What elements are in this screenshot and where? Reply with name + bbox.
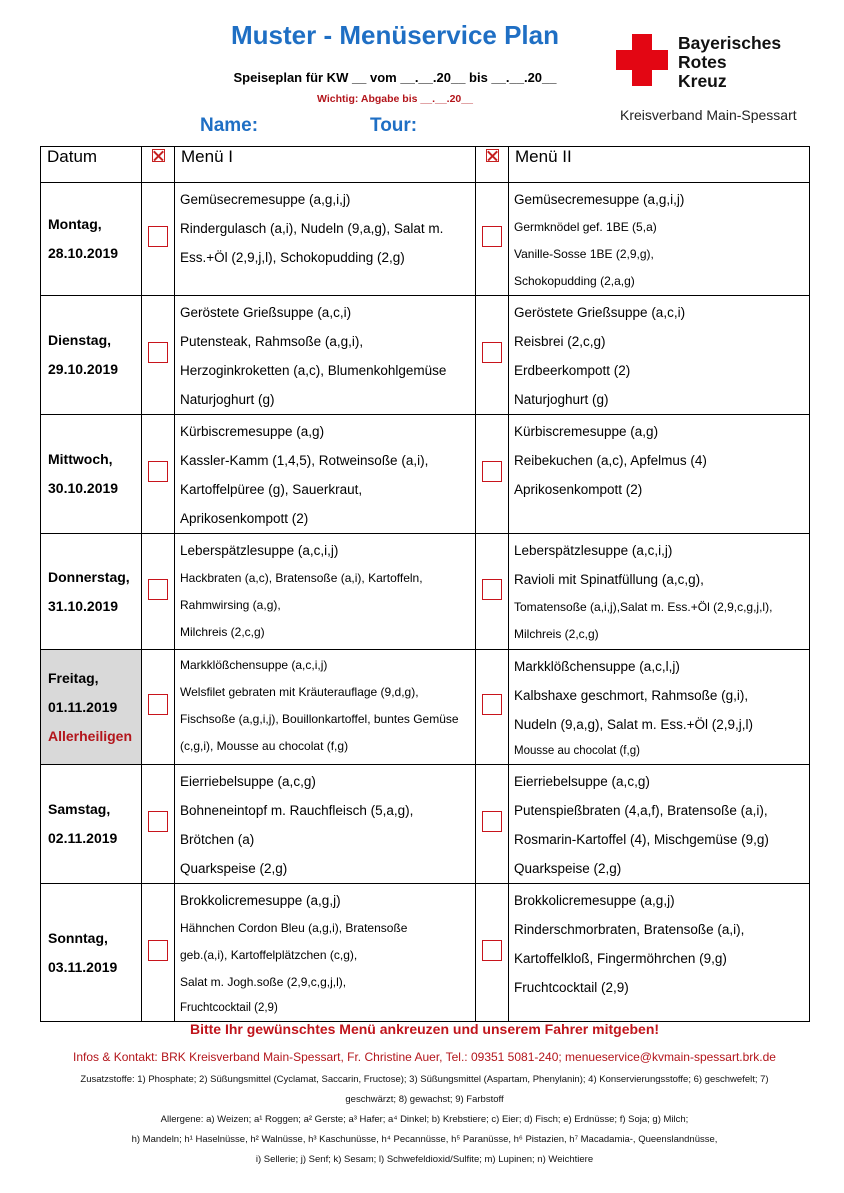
menu-line: Fischsoße (a,g,i,j), Bouillonkartoffel, buntes Gemüse <box>180 712 459 726</box>
menu-line: Ravioli mit Spinatfüllung (a,c,g), <box>514 572 704 587</box>
menu1-cell <box>175 765 476 884</box>
menu1-cell <box>175 534 476 650</box>
day-name: Dienstag, <box>48 332 112 348</box>
menu-line: Kartoffelkloß, Fingermöhrchen (9,g) <box>514 951 727 966</box>
menu-line: Putenspießbraten (4,a,f), Bratensoße (a,i), <box>514 803 768 818</box>
menu-line: Geröstete Grießsuppe (a,c,i) <box>180 305 352 320</box>
menu-line: Naturjoghurt (g) <box>180 392 275 407</box>
menu1-checkbox-cell <box>142 296 175 415</box>
menu-line: Nudeln (9,a,g), Salat m. Ess.+Öl (2,9,j,l) <box>514 717 753 732</box>
menu1-cell <box>175 296 476 415</box>
header-menu2: Menü II <box>509 147 810 183</box>
menu-line: Salat m. Jogh.soße (2,9,c,g,j,l), <box>180 975 347 989</box>
menu2-cell <box>509 415 810 534</box>
menu2-checkbox[interactable] <box>482 579 502 600</box>
menu-line: Reibekuchen (a,c), Apfelmus (4) <box>514 453 707 468</box>
logo-line-1: Bayerisches <box>678 33 782 53</box>
menu2-checkbox-cell <box>476 415 509 534</box>
menu-line: Markklößchensuppe (a,c,l,j) <box>514 659 680 674</box>
menu1-checkbox[interactable] <box>148 226 168 247</box>
menu2-checkbox-cell <box>476 765 509 884</box>
menu2-checkbox-cell <box>476 650 509 765</box>
menu1-checkbox[interactable] <box>148 579 168 600</box>
table-row <box>41 650 810 765</box>
day-date: 31.10.2019 <box>48 597 119 614</box>
name-label: Name: <box>200 115 259 136</box>
menu1-cell <box>175 415 476 534</box>
day-name: Freitag, <box>48 669 99 686</box>
day-name: Montag, <box>48 216 102 232</box>
menu1-checkbox[interactable] <box>148 461 168 482</box>
menu-line: Geröstete Grießsuppe (a,c,i) <box>514 305 686 320</box>
menu-line: Kalbshaxe geschmort, Rahmsoße (g,i), <box>514 688 749 703</box>
brk-logo-text <box>678 34 781 91</box>
menu2-cell <box>509 884 810 1022</box>
menu2-checkbox-cell <box>476 183 509 296</box>
day-name: Donnerstag, <box>48 568 130 585</box>
menu-line: Putensteak, Rahmsoße (a,g,i), <box>180 334 364 349</box>
checked-box-icon <box>486 149 499 162</box>
menu2-cell <box>509 183 810 296</box>
day-cell <box>41 415 142 534</box>
menu-plan-table <box>40 146 810 1022</box>
menu-line: Kürbiscremesuppe (a,g) <box>180 424 325 439</box>
menu-line: Erdbeerkompott (2) <box>514 363 631 378</box>
menu-line: (c,g,i), Mousse au chocolat (f,g) <box>180 739 349 753</box>
day-cell <box>41 765 142 884</box>
menu-line: Milchreis (2,c,g) <box>180 625 265 639</box>
menu2-cell <box>509 765 810 884</box>
menu-line: Naturjoghurt (g) <box>514 392 609 407</box>
menu1-checkbox-cell <box>142 183 175 296</box>
menu-line: Rindergulasch (a,i), Nudeln (9,a,g), Salat m. <box>180 221 444 236</box>
menu1-checkbox[interactable] <box>148 811 168 832</box>
menu-line: Quarkspeise (2,g) <box>180 861 288 876</box>
menu-line: Brokkolicremesuppe (a,g,j) <box>514 893 675 908</box>
menu-line: Kartoffelpüree (g), Sauerkraut, <box>180 482 363 497</box>
menu-line: Markklößchensuppe (a,c,i,j) <box>180 658 328 672</box>
holiday-label: Allerheiligen <box>48 727 133 744</box>
menu-line: Vanille-Sosse 1BE (2,9,g), <box>514 247 654 261</box>
allergens-line-2: h) Mandeln; h¹ Haselnüsse, h² Walnüsse, h³ Kaschunüsse, h⁴ Pecannüsse, h⁵ Paranüsse, h⁶ Pistazien, h⁷ Macadamia-, Queenslandnüsse, <box>131 1134 718 1145</box>
menu1-checkbox-cell <box>142 534 175 650</box>
menu-line: Rahmwirsing (a,g), <box>180 598 281 612</box>
menu-line: Gemüsecremesuppe (a,g,i,j) <box>514 192 685 207</box>
menu-line: Ess.+Öl (2,9,j,l), Schokopudding (2,g) <box>180 250 405 265</box>
header-check-menu2 <box>476 147 509 183</box>
menu-line: Bohneneintopf m. Rauchfleisch (5,a,g), <box>180 803 414 818</box>
menu1-checkbox-cell <box>142 884 175 1022</box>
table-row <box>41 534 810 650</box>
menu-line: Hackbraten (a,c), Bratensoße (a,i), Kartoffeln, <box>180 571 423 585</box>
menu-line: geb.(a,i), Kartoffelplätzchen (c,g), <box>180 948 358 962</box>
day-name: Sonntag, <box>48 929 108 946</box>
day-date: 28.10.2019 <box>48 245 119 261</box>
logo-line-2: Rotes <box>678 52 727 72</box>
menu-line: Welsfilet gebraten mit Kräuterauflage (9,d,g), <box>180 685 419 699</box>
table-row <box>41 183 810 296</box>
day-cell <box>41 296 142 415</box>
day-date: 02.11.2019 <box>48 830 118 846</box>
header-date: Datum <box>41 147 142 183</box>
menu2-checkbox-cell <box>476 884 509 1022</box>
table-row <box>41 884 810 1022</box>
menu2-cell <box>509 296 810 415</box>
menu2-cell <box>509 534 810 650</box>
additives-line-2: geschwärzt; 8) gewachst; 9) Farbstoff <box>345 1094 504 1105</box>
day-cell <box>41 650 142 765</box>
allergens-line-3: i) Sellerie; j) Senf; k) Sesam; l) Schwefeldioxid/Sulfite; m) Lupinen; n) Weichtiere <box>255 1154 594 1165</box>
allergens-line-1: Allergene: a) Weizen; a¹ Roggen; a² Gerste; a³ Hafer; a⁴ Dinkel; b) Krebstiere; c) Eier; d) Fisch; e) Erdnüsse; f) Soja; g) Milch; <box>160 1114 689 1125</box>
menu2-checkbox-cell <box>476 534 509 650</box>
menu-line: Brokkolicremesuppe (a,g,j) <box>180 893 341 908</box>
menu-line: Rosmarin-Kartoffel (4), Mischgemüse (9,g) <box>514 832 769 847</box>
day-name: Samstag, <box>48 801 111 817</box>
menu2-checkbox[interactable] <box>482 940 502 961</box>
checked-box-icon <box>152 149 165 162</box>
menu-line: Hähnchen Cordon Bleu (a,g,i), Bratensoße <box>180 921 408 935</box>
tour-label: Tour: <box>370 115 418 136</box>
deadline-notice: Wichtig: Abgabe bis __.__.20__ <box>317 93 473 105</box>
page-title: Muster - Menüservice Plan <box>231 20 559 50</box>
menu-line: Reisbrei (2,c,g) <box>514 334 606 349</box>
menu1-checkbox[interactable] <box>148 694 168 715</box>
menu-line: Fruchtcocktail (2,9) <box>514 980 629 995</box>
menu1-checkbox[interactable] <box>148 940 168 961</box>
menu2-checkbox-cell <box>476 296 509 415</box>
menu-line: Germknödel gef. 1BE (5,a) <box>514 220 657 234</box>
day-date: 03.11.2019 <box>48 958 118 975</box>
day-date: 29.10.2019 <box>48 361 119 377</box>
red-cross-logo-icon <box>616 34 668 86</box>
menu-line: Schokopudding (2,a,g) <box>514 274 635 288</box>
menu2-cell <box>509 650 810 765</box>
table-header-row <box>41 147 810 183</box>
menu2-checkbox[interactable] <box>482 226 502 247</box>
order-instruction: Bitte Ihr gewünschtes Menü ankreuzen und unserem Fahrer mitgeben! <box>189 1021 660 1037</box>
header-check-menu1 <box>142 147 175 183</box>
menu-line: Kassler-Kamm (1,4,5), Rotweinsoße (a,i), <box>180 453 429 468</box>
menu-line: Quarkspeise (2,g) <box>514 861 622 876</box>
table-row <box>41 296 810 415</box>
day-cell <box>41 183 142 296</box>
week-range-line: Speiseplan für KW __ vom __.__.20__ bis __.__.20__ <box>233 70 557 85</box>
menu2-checkbox[interactable] <box>482 461 502 482</box>
menu1-checkbox-cell <box>142 765 175 884</box>
day-name: Mittwoch, <box>48 451 113 467</box>
menu1-checkbox-cell <box>142 415 175 534</box>
menu-line: Eierriebelsuppe (a,c,g) <box>514 774 650 789</box>
additives-line-1: Zusatzstoffe: 1) Phosphate; 2) Süßungsmittel (Cyclamat, Saccarin, Fructose); 3) Süßungsmittel (Aspartam, Phenylanin); 4) Konservierungsstoffe; 6) geschwefelt; 7) <box>80 1074 769 1085</box>
table-row <box>41 765 810 884</box>
menu-line: Aprikosenkompott (2) <box>180 511 309 526</box>
menu2-checkbox[interactable] <box>482 811 502 832</box>
day-cell <box>41 534 142 650</box>
menu-line: Milchreis (2,c,g) <box>514 627 599 641</box>
menu1-cell <box>175 884 476 1022</box>
day-date: 01.11.2019 <box>48 698 118 715</box>
menu1-cell <box>175 650 476 765</box>
day-cell <box>41 884 142 1022</box>
header-menu1: Menü I <box>175 147 476 183</box>
menu-line: Eierriebelsuppe (a,c,g) <box>180 774 316 789</box>
menu-line: Brötchen (a) <box>180 832 255 847</box>
menu1-checkbox-cell <box>142 650 175 765</box>
menu-line: Kürbiscremesuppe (a,g) <box>514 424 659 439</box>
menu-line: Leberspätzlesuppe (a,c,i,j) <box>514 543 673 558</box>
day-date: 30.10.2019 <box>48 480 119 496</box>
logo-subtitle: Kreisverband Main-Spessart <box>620 107 797 123</box>
menu2-checkbox[interactable] <box>482 342 502 363</box>
menu-line: Leberspätzlesuppe (a,c,i,j) <box>180 543 339 558</box>
menu-line: Herzoginkroketten (a,c), Blumenkohlgemüse <box>180 363 447 378</box>
contact-info: Infos & Kontakt: BRK Kreisverband Main-Spessart, Fr. Christine Auer, Tel.: 09351 5081-240; menueservice@kvmain-spessart.brk.de <box>73 1050 776 1064</box>
table-row <box>41 415 810 534</box>
menu-line: Fruchtcocktail (2,9) <box>180 1002 278 1014</box>
menu-line: Aprikosenkompott (2) <box>514 482 643 497</box>
logo-line-3: Kreuz <box>678 71 727 91</box>
menu-line: Rinderschmorbraten, Bratensoße (a,i), <box>514 922 745 937</box>
menu-line: Mousse au chocolat (f,g) <box>514 745 640 757</box>
menu-line: Gemüsecremesuppe (a,g,i,j) <box>180 192 351 207</box>
menu1-checkbox[interactable] <box>148 342 168 363</box>
menu1-cell <box>175 183 476 296</box>
menu2-checkbox[interactable] <box>482 694 502 715</box>
menu-line: Tomatensoße (a,i,j),Salat m. Ess.+Öl (2,9,c,g,j,l), <box>514 600 773 614</box>
